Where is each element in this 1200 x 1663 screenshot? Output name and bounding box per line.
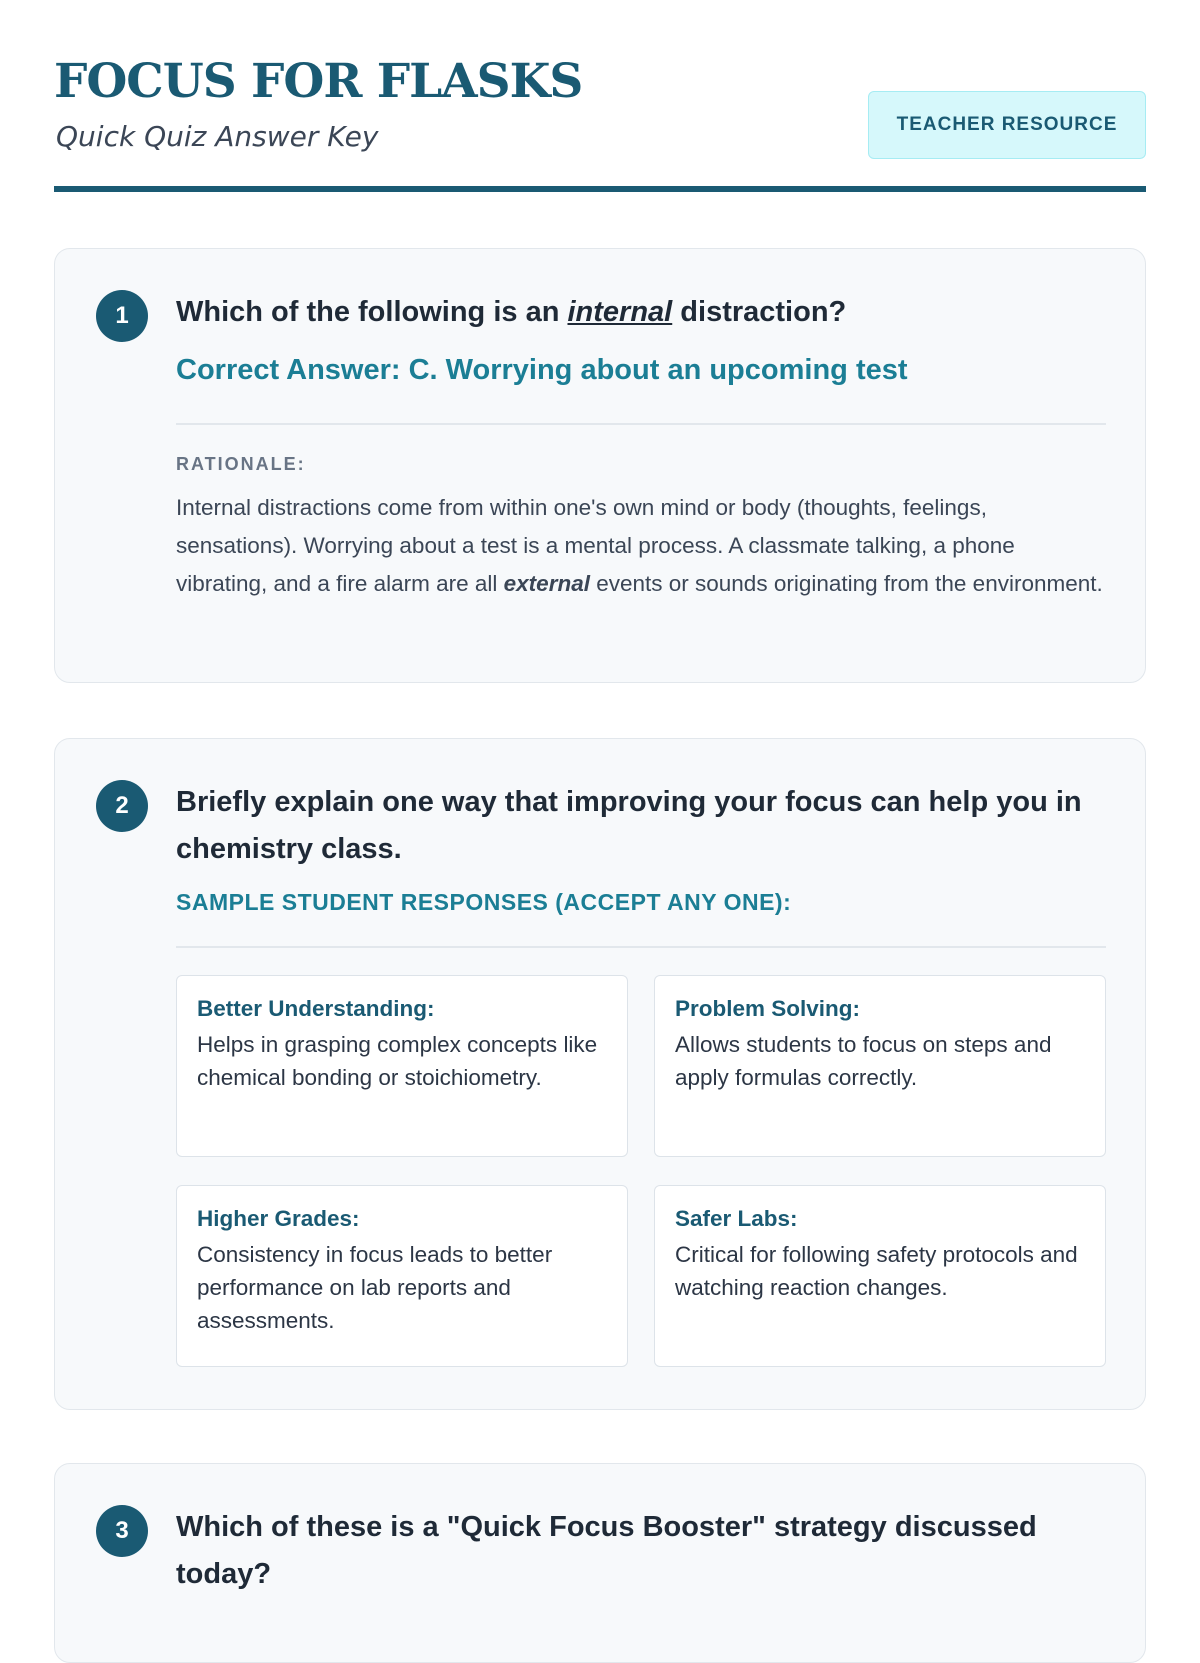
sample-responses-label: SAMPLE STUDENT RESPONSES (ACCEPT ANY ONE): [176, 889, 792, 915]
page-header [54, 0, 1146, 196]
question-text [176, 289, 1116, 336]
header-divider [54, 186, 1146, 192]
question-emphasis: internal [567, 296, 673, 328]
response-title: Problem Solving: [675, 996, 861, 1021]
section-divider [176, 423, 1106, 425]
rationale-text [176, 489, 1111, 603]
question-number-badge: 3 [96, 1505, 148, 1557]
response-text: Helps in grasping complex concepts like chemical bonding or stoichiometry. [197, 1032, 598, 1090]
question-card-3 [54, 1463, 1146, 1663]
section-divider [176, 946, 1106, 948]
question-text-part: Which of the following is an [176, 296, 568, 328]
question-text: Which of these is a "Quick Focus Booster" strategy discussed today? [176, 1511, 1037, 1590]
question-number-badge: 2 [96, 780, 148, 832]
response-box-safer-labs [654, 1185, 1106, 1367]
correct-answer: Correct Answer: C. Worrying about an upcoming test [176, 354, 908, 386]
response-title: Safer Labs: [675, 1206, 798, 1231]
rationale-text-part: Internal distractions come from within one's own mind or body (thoughts, feelings, sensations). Worrying about a test is a mental process. A classmate talking, a phone vibrating, and a fire alarm are all [176, 495, 1015, 596]
response-box-higher-grades [176, 1185, 628, 1367]
response-box-problem-solving [654, 975, 1106, 1157]
response-text: Allows students to focus on steps and apply formulas correctly. [675, 1032, 1052, 1090]
question-card-2 [54, 738, 1146, 1410]
question-number-badge: 1 [96, 290, 148, 342]
teacher-resource-badge: TEACHER RESOURCE [868, 91, 1146, 159]
response-title: Higher Grades: [197, 1206, 360, 1231]
question-text-part: distraction? [672, 296, 847, 328]
response-title: Better Understanding: [197, 996, 435, 1021]
response-box-better-understanding [176, 975, 628, 1157]
page-subtitle: Quick Quiz Answer Key [56, 120, 379, 153]
rationale-emphasis: external [503, 571, 590, 596]
answer-key-page [54, 0, 1146, 1590]
response-text: Critical for following safety protocols and watching reaction changes. [675, 1242, 1078, 1300]
page-title: FOCUS FOR FLASKS [54, 54, 583, 109]
rationale-text-part: events or sounds originating from the environment. [589, 571, 1103, 596]
question-text: Briefly explain one way that improving your focus can help you in chemistry class. [176, 786, 1082, 865]
rationale-label: RATIONALE: [176, 454, 306, 474]
question-card-1 [54, 248, 1146, 683]
response-text: Consistency in focus leads to better performance on lab reports and assessments. [197, 1242, 553, 1333]
